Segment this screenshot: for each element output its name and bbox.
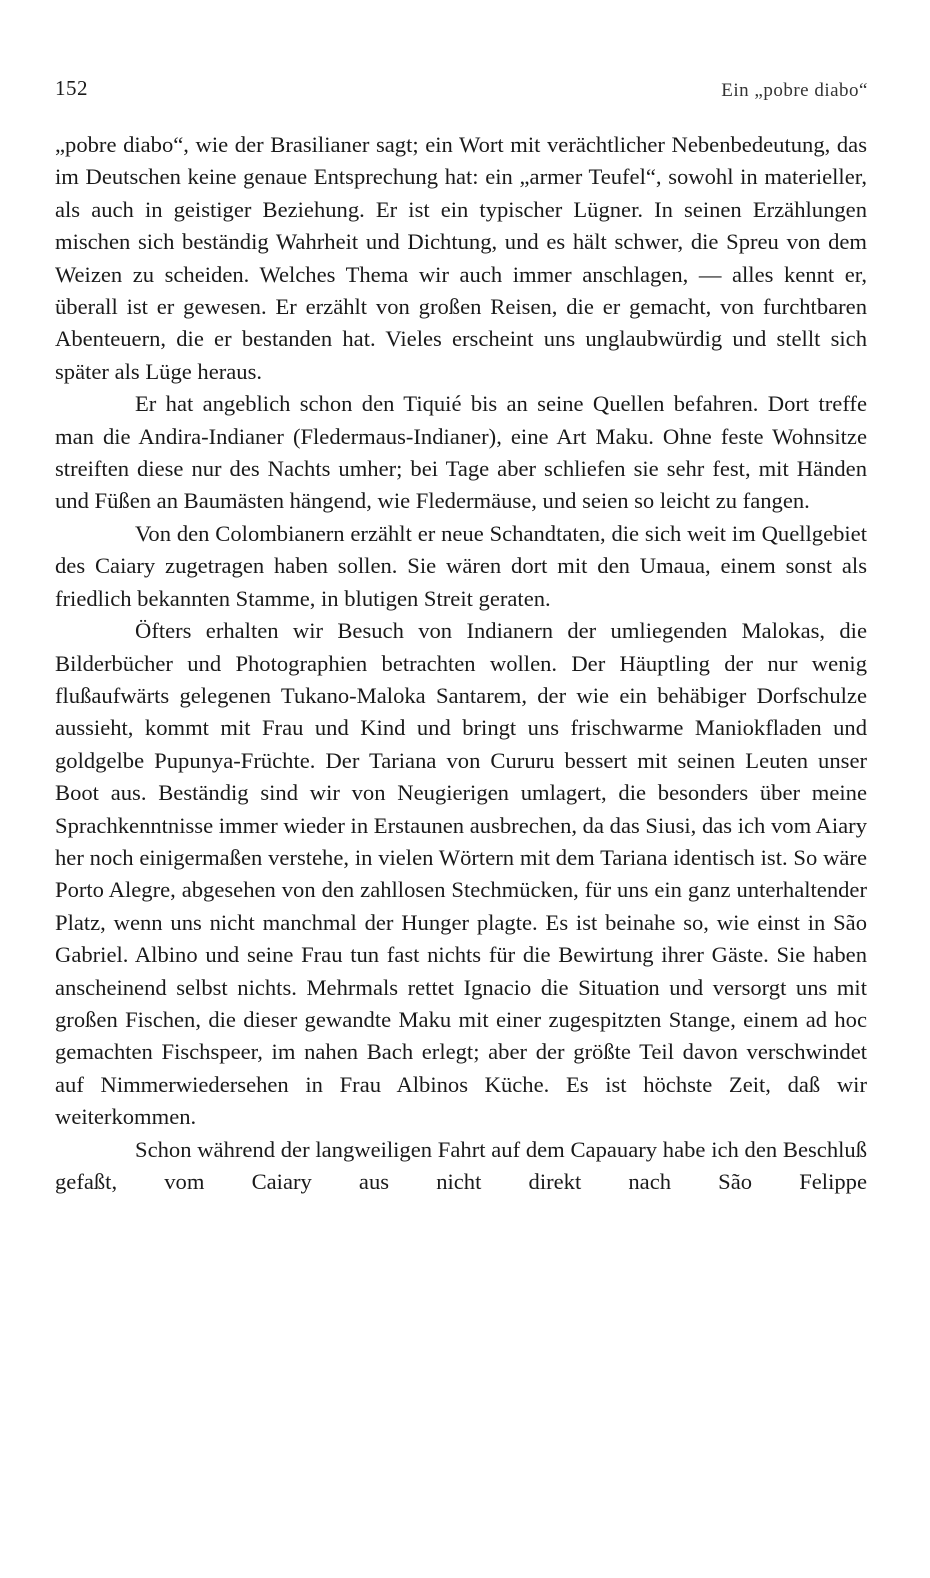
paragraph-5: Schon während der langweiligen Fahrt auf dem Capauary habe ich den Beschluß gefaßt, vom Caiary aus nicht direkt nach São Felippe	[55, 1136, 867, 1194]
paragraph-2: Er hat angeblich schon den Tiquié bis an seine Quellen befahren. Dort treffe man die Andira-Indianer (Fledermaus-Indianer), eine Art Maku. Ohne feste Wohnsitze streiften diese nur des Nachts umher; bei Tage aber schliefen sie sehr fest, mit Händen und Füßen an Baumästen hängend, wie Fledermäuse, und seien so leicht zu fangen.	[55, 391, 867, 514]
running-head: Ein „pobre diabo“	[721, 80, 868, 101]
body-text	[55, 129, 867, 1198]
paragraph-3: Von den Colombianern erzählt er neue Schandtaten, die sich weit im Quellgebiet des Caiary zugetragen haben sollen. Sie wären dort mit den Umaua, einem sonst als friedlich bekannten Stamme, in blutigen Streit geraten.	[55, 520, 867, 611]
paragraph-4: Öfters erhalten wir Besuch von Indianern der umliegenden Malokas, die Bilderbücher und Photographien betrachten wollen. Der Häuptling der nur wenig flußaufwärts gelegenen Tukano-Maloka Santarem, der wie ein behäbiger Dorfschulze aussieht, kommt mit Frau und Kind und bringt uns frischwarme Maniokfladen und goldgelbe Pupunya-Früchte. Der Tariana von Cururu bessert mit seinen Leuten unser Boot aus. Beständig sind wir von Neugierigen umlagert, die besonders über meine Sprachkenntnisse immer wieder in Erstaunen ausbrechen, da das Siusi, das ich vom Aiary her noch einigermaßen verstehe, in vielen Wörtern mit dem Tariana identisch ist. So wäre Porto Alegre, abgesehen von den zahllosen Stechmücken, für uns ein ganz unterhaltender Platz, wenn uns nicht manchmal der Hunger plagte. Es ist beinahe so, wie einst in São Gabriel. Albino und seine Frau tun fast nichts für die Bewirtung ihrer Gäste. Sie haben anscheinend selbst nichts. Mehrmals rettet Ignacio die Situation und versorgt uns mit großen Fischen, die dieser gewandte Maku mit einer zugespitzten Stange, einem ad hoc gemachten Fischspeer, im nahen Bach erlegt; aber der größte Teil davon verschwindet auf Nimmerwiedersehen in Frau Albinos Küche. Es ist höchste Zeit, daß wir weiterkommen.	[55, 618, 867, 1130]
page-number: 152	[55, 76, 88, 100]
paragraph-1: „pobre diabo“, wie der Brasilianer sagt; ein Wort mit verächtlicher Nebenbedeutung, das im Deutschen keine genaue Entsprechung hat: ein „armer Teufel“, sowohl in materieller, als auch in geistiger Beziehung. Er ist ein typischer Lügner. In seinen Erzählungen mischen sich beständig Wahrheit und Dichtung, und es hält schwer, die Spreu von dem Weizen zu scheiden. Welches Thema wir auch immer anschlagen, — alles kennt er, überall ist er gewesen. Er erzählt von großen Reisen, die er gemacht, von furchtbaren Abenteuern, die er bestanden hat. Vieles erscheint uns unglaubwürdig und stellt sich später als Lüge heraus.	[55, 132, 867, 384]
